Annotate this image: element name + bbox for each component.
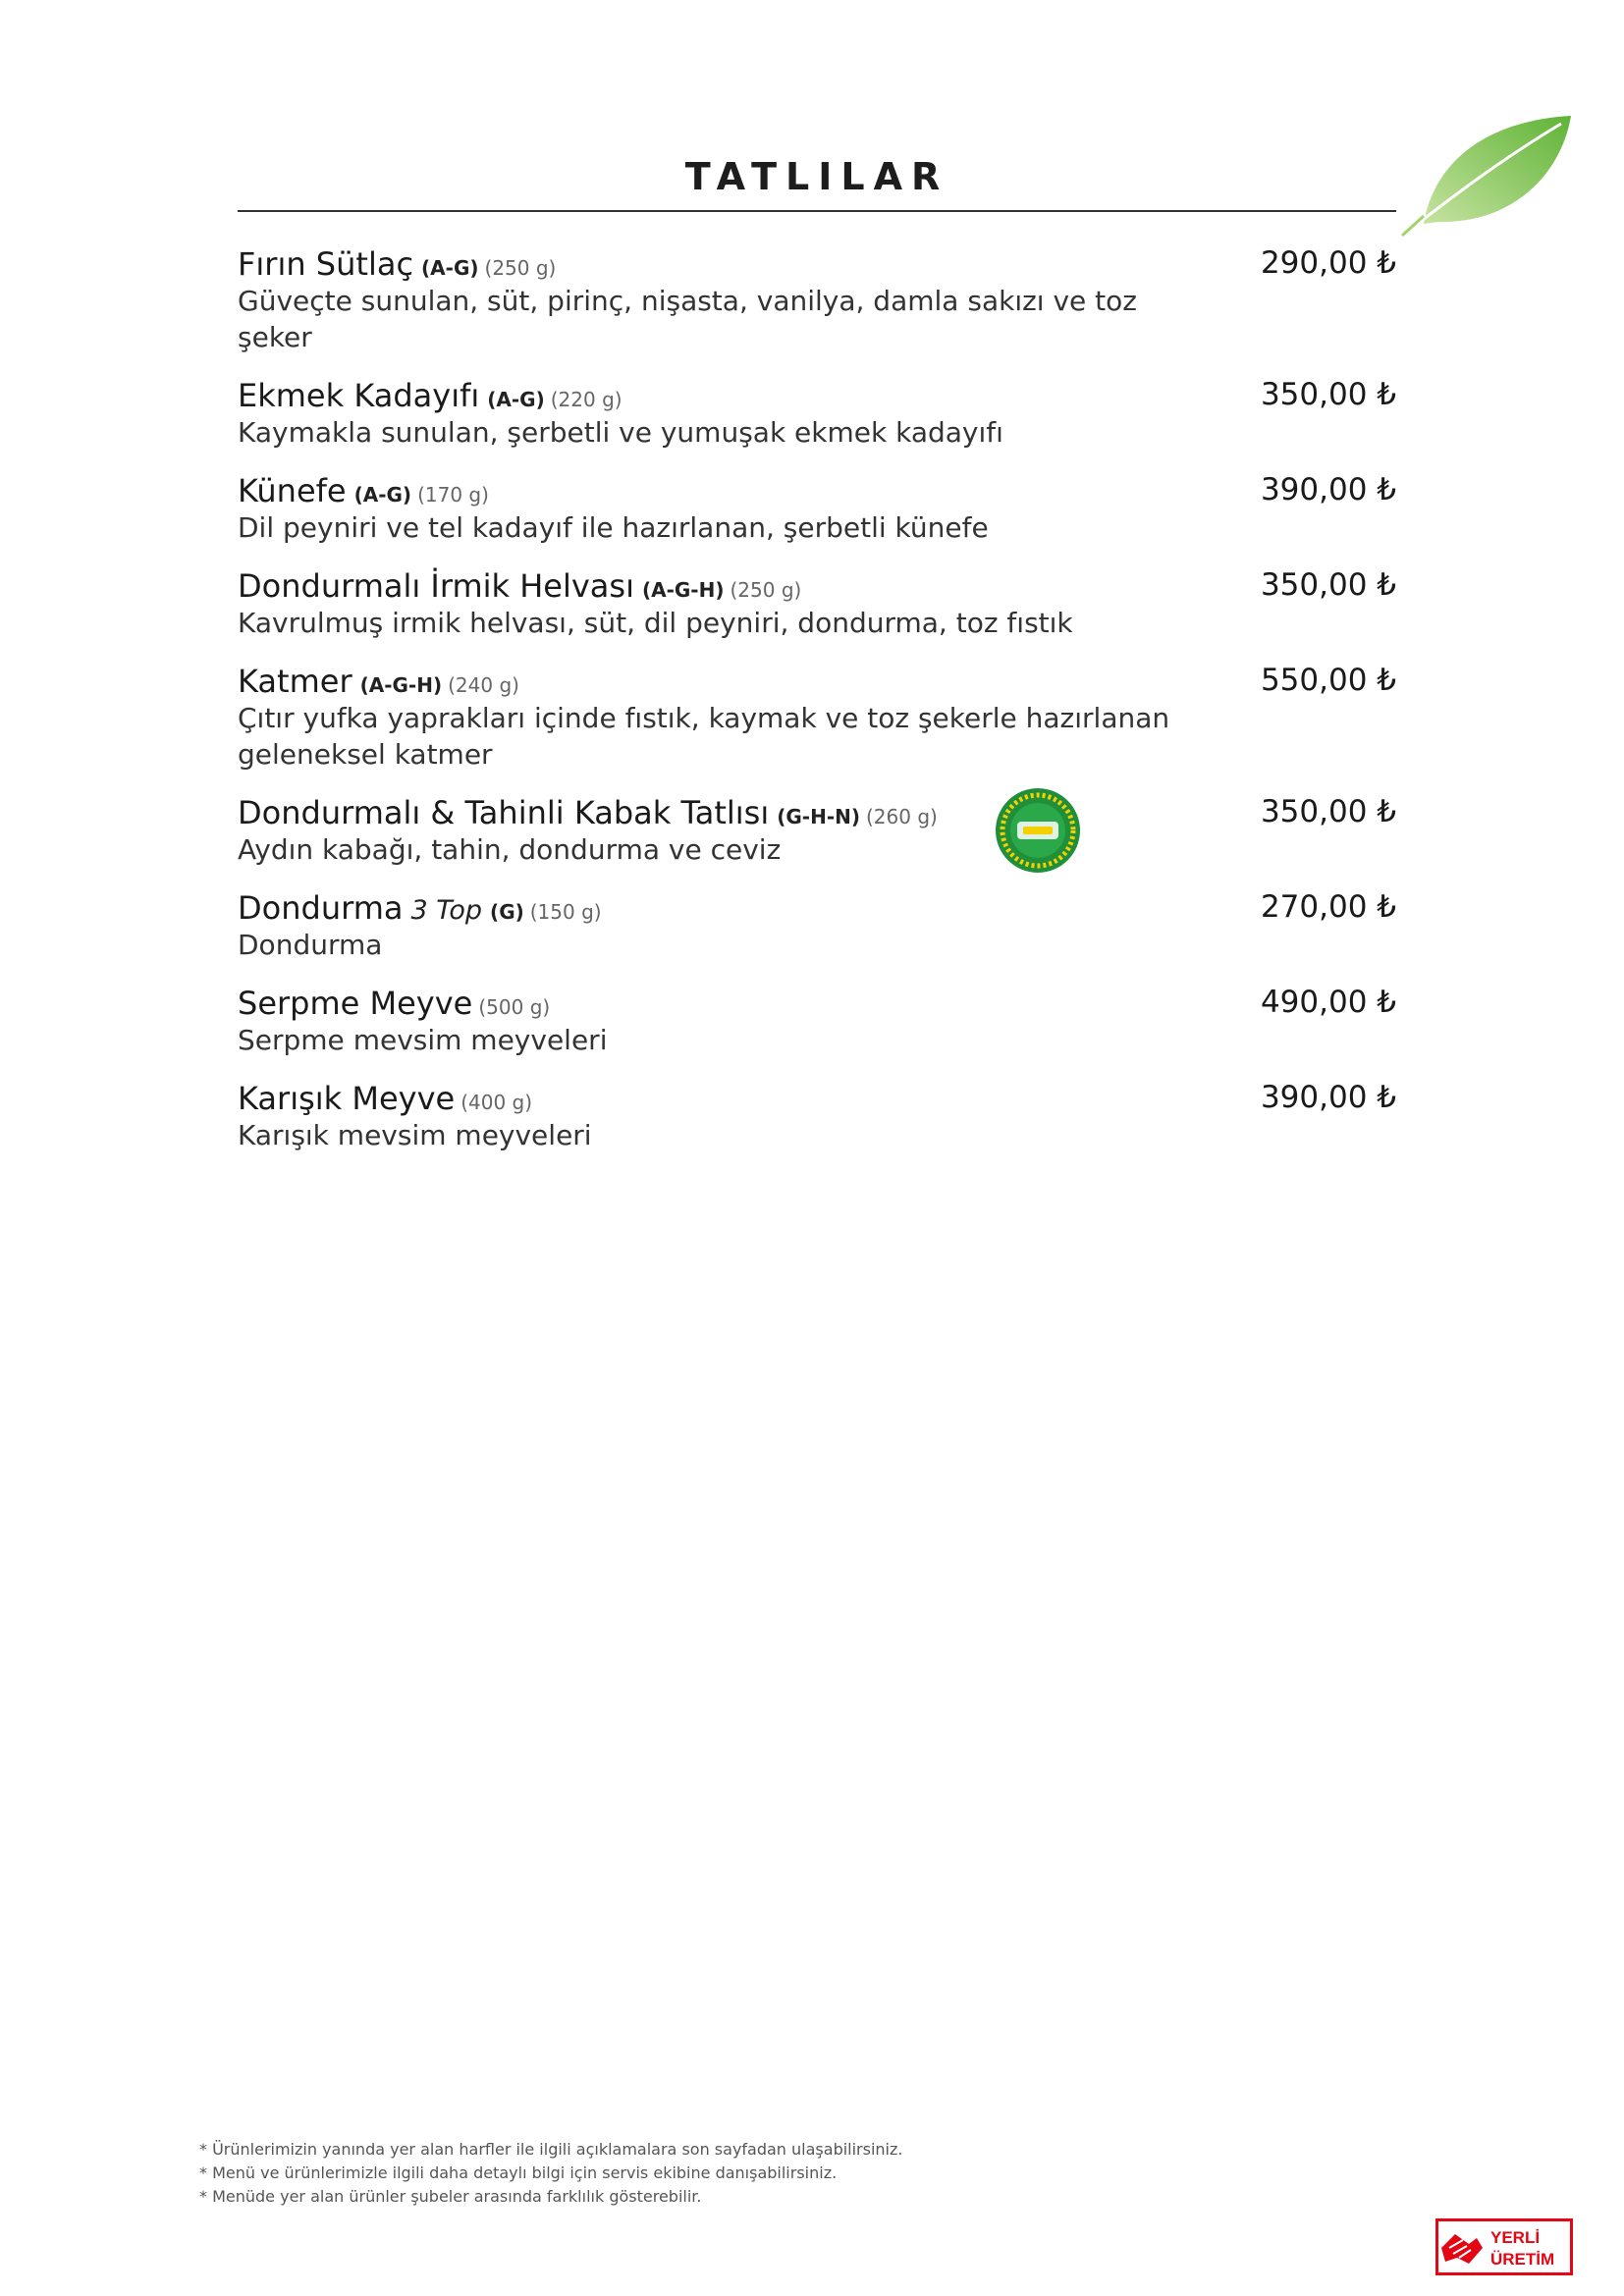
item-description: Kavrulmuş irmik helvası, süt, dil peyniri, dondurma, toz fıstık — [238, 607, 1073, 639]
menu-item — [238, 985, 1396, 1058]
menu-item — [238, 663, 1396, 773]
item-price: 290,00 ₺ — [1260, 245, 1396, 281]
menu-list — [238, 245, 1396, 1175]
item-price: 350,00 ₺ — [1260, 794, 1396, 829]
footnotes — [199, 2138, 902, 2209]
item-allergen-codes: (G-H-N) — [777, 805, 860, 828]
item-weight: (250 g) — [484, 256, 557, 280]
footnote: * Ürünlerimizin yanında yer alan harfler ile ilgili açıklamalara son sayfadan ulaşabilirsiniz. — [199, 2140, 903, 2159]
item-weight: (250 g) — [730, 578, 802, 602]
menu-item — [238, 1080, 1396, 1153]
badge-line1: YERLİ — [1490, 2228, 1541, 2247]
footnote: * Menü ve ürünlerimizle ilgili daha detaylı bilgi için servis ekibine danışabilirsiniz. — [199, 2163, 838, 2182]
item-description: Çıtır yufka yaprakları içinde fıstık, kaymak ve toz şekerle hazırlanan geleneksel katmer — [238, 702, 1170, 771]
item-weight: (170 g) — [417, 483, 489, 507]
item-description: Kaymakla sunulan, şerbetli ve yumuşak ekmek kadayıfı — [238, 416, 1003, 449]
item-description: Dil peyniri ve tel kadayıf ile hazırlanan, şerbetli künefe — [238, 511, 989, 544]
item-weight: (240 g) — [448, 673, 519, 697]
item-allergen-codes: (A-G-H) — [359, 673, 443, 697]
item-description: Güveçte sunulan, süt, pirinç, nişasta, vanilya, damla sakızı ve toz şeker — [238, 285, 1137, 353]
item-description: Karışık mevsim meyveleri — [238, 1119, 592, 1151]
menu-item — [238, 472, 1396, 546]
item-name: Künefe — [238, 472, 347, 509]
item-price: 350,00 ₺ — [1260, 567, 1396, 603]
item-price: 550,00 ₺ — [1260, 663, 1396, 698]
item-name: Dondurmalı & Tahinli Kabak Tatlısı — [238, 794, 770, 831]
footnote: * Menüde yer alan ürünler şubeler arasında farklılık gösterebilir. — [199, 2187, 702, 2206]
badge-line2: ÜRETİM — [1490, 2250, 1555, 2269]
item-name: Katmer — [238, 663, 352, 700]
menu-item — [238, 794, 1396, 868]
item-name: Fırın Sütlaç — [238, 245, 414, 283]
item-name: Dondurmalı İrmik Helvası — [238, 567, 634, 605]
menu-item — [238, 567, 1396, 641]
item-allergen-codes: (G) — [490, 900, 524, 924]
yerli-uretim-badge — [1435, 2218, 1573, 2275]
item-weight: (400 g) — [460, 1091, 533, 1114]
item-price: 390,00 ₺ — [1260, 1080, 1396, 1115]
leaf-logo-icon — [1394, 106, 1581, 243]
item-price: 270,00 ₺ — [1260, 889, 1396, 925]
item-weight: (150 g) — [529, 900, 602, 924]
item-price: 390,00 ₺ — [1260, 472, 1396, 507]
item-weight: (220 g) — [550, 388, 623, 411]
menu-item — [238, 889, 1396, 963]
item-allergen-codes: (A-G) — [421, 256, 479, 280]
item-weight: (260 g) — [866, 805, 938, 828]
menu-item — [238, 377, 1396, 451]
item-name: Serpme Meyve — [238, 985, 473, 1022]
item-name: Ekmek Kadayıfı — [238, 377, 480, 414]
item-description: Aydın kabağı, tahin, dondurma ve ceviz — [238, 833, 782, 866]
item-allergen-codes: (A-G) — [353, 483, 412, 507]
item-description: Dondurma — [238, 929, 383, 961]
geographical-indication-seal-icon — [994, 786, 1082, 875]
item-portion: 3 Top — [410, 895, 483, 926]
item-price: 490,00 ₺ — [1260, 985, 1396, 1020]
title-divider — [238, 210, 1396, 212]
item-allergen-codes: (A-G-H) — [641, 578, 725, 602]
item-description: Serpme mevsim meyveleri — [238, 1024, 608, 1056]
item-allergen-codes: (A-G) — [487, 388, 545, 411]
page-title: TATLILAR — [684, 155, 949, 198]
item-price: 350,00 ₺ — [1260, 377, 1396, 412]
menu-item — [238, 245, 1396, 355]
item-name: Dondurma — [238, 889, 404, 927]
item-weight: (500 g) — [478, 995, 551, 1019]
item-name: Karışık Meyve — [238, 1080, 456, 1117]
